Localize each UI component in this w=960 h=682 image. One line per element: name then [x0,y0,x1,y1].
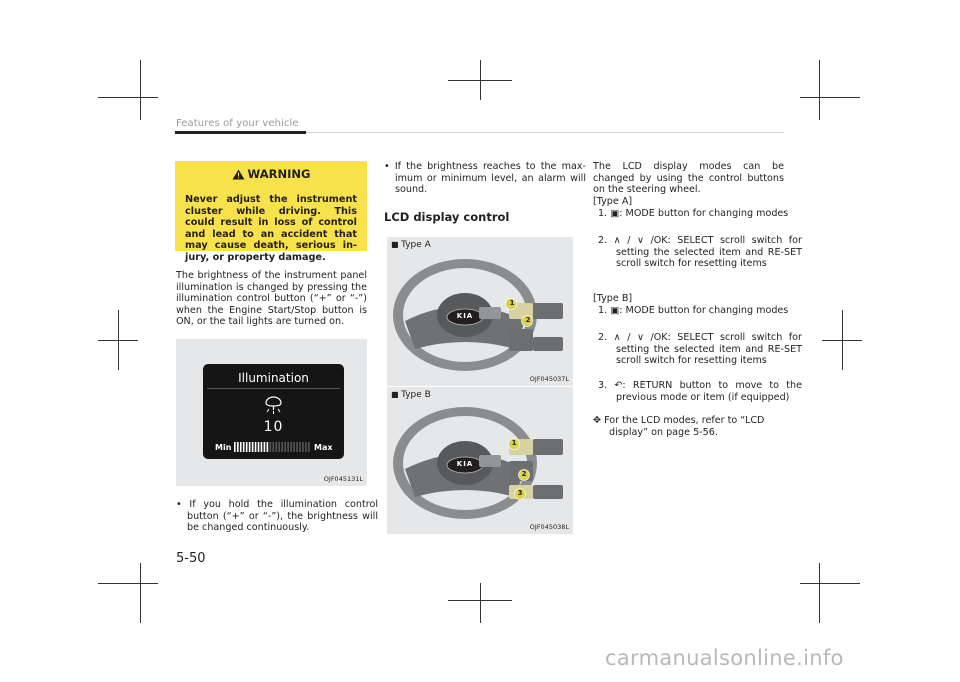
figure-code: OJF045037L [529,375,569,383]
type-b-item-3: 3. ↶: RETURN button to move to the previous mode or item (if equipped) [598,380,802,403]
warning-text: Never adjust the instrument cluster while driving. This could result in loss of control and lead to an accident that may cause death, serious in-jury, or property damage. [185,194,357,263]
illumination-min-label: Min [215,443,232,452]
level-tick-filled [234,442,236,452]
kia-logo: KIA [456,460,474,468]
level-tick-filled [237,442,239,452]
level-tick-filled [255,442,257,452]
warning-box [175,161,367,263]
illumination-level-scale [234,442,311,452]
header-bar [175,131,306,134]
level-tick-empty [293,442,295,452]
callout-1: 1 [509,299,515,307]
warning-triangle-icon [232,169,245,180]
level-tick-filled [264,442,266,452]
level-tick-filled [252,442,254,452]
level-tick-empty [290,442,292,452]
illumination-title: Illumination [238,371,309,385]
level-tick-filled [243,442,245,452]
level-tick-empty [287,442,289,452]
warning-title: WARNING [247,167,311,181]
continuous-change-bullet: • If you hold the illumination control button (“+” or “-”), the brightness will be changed continuously. [176,499,378,534]
lcd-modes-note: ✥ For the LCD modes, refer to “LCD display” on page 5-56. [593,415,765,438]
level-tick-filled [267,442,269,452]
callout-1: 1 [511,439,517,447]
type-b-label: ■ Type B [391,390,431,400]
level-tick-filled [261,442,263,452]
level-tick-empty [299,442,301,452]
level-tick-filled [258,442,260,452]
type-a-heading: [Type A] [593,196,633,207]
steering-wheel-b-illustration [387,399,573,521]
callout-2: 2 [521,470,527,478]
illumination-bulb-icon [262,394,285,416]
type-a-figure [387,237,573,386]
type-b-figure [387,387,573,534]
kia-logo: KIA [456,312,474,320]
illumination-divider [207,388,340,389]
level-tick-empty [270,442,272,452]
callout-3: 3 [517,489,523,497]
page-number: 5-50 [176,551,206,566]
level-tick-empty [308,442,310,452]
level-tick-empty [305,442,307,452]
level-tick-empty [296,442,298,452]
level-tick-empty [278,442,280,452]
warning-heading [175,167,367,181]
alarm-bullet: • If the brightness reaches to the max-imum or minimum level, an alarm will sound. [384,161,586,196]
watermark: carmanualsonline.info [605,646,844,670]
type-b-item-2: 2. ∧ / ∨ /OK: SELECT scroll switch for setting the selected item and RE-SET scroll switch for resetting items [598,332,802,367]
steering-wheel-a-illustration [387,251,573,373]
section-heading: LCD display control [384,210,510,224]
level-tick-filled [246,442,248,452]
level-tick-filled [240,442,242,452]
level-tick-empty [273,442,275,452]
section-header-title: Features of your vehicle [176,118,299,129]
brightness-paragraph: The brightness of the instrument panel illumination is changed by pressing the illumination control button (“+” or “-”) when the Engine Start/Stop button is ON, or the tail lights are turned on. [176,270,367,328]
type-b-heading: [Type B] [593,293,633,304]
level-tick-filled [249,442,251,452]
illumination-display [203,364,344,459]
type-a-label: ■ Type A [391,240,431,250]
figure-code: OJF045131L [323,475,363,483]
type-b-item-1: 1. ▣: MODE button for changing modes [598,305,789,316]
callout-2: 2 [525,316,531,324]
level-tick-empty [302,442,304,452]
lcd-intro-paragraph: The LCD display modes can be changed by using the control buttons on the steering wheel. [593,161,784,196]
header-rule [306,132,784,133]
type-a-item-1: 1. ▣: MODE button for changing modes [598,208,789,219]
figure-code: OJF045038L [529,523,569,531]
level-tick-empty [281,442,283,452]
level-tick-empty [275,442,277,452]
level-tick-empty [284,442,286,452]
illumination-max-label: Max [314,443,333,452]
illumination-level-value: 10 [263,419,284,435]
type-a-item-2: 2. ∧ / ∨ /OK: SELECT scroll switch for setting the selected item and RE-SET scroll switch for resetting items [598,235,802,270]
illumination-figure [176,339,367,486]
